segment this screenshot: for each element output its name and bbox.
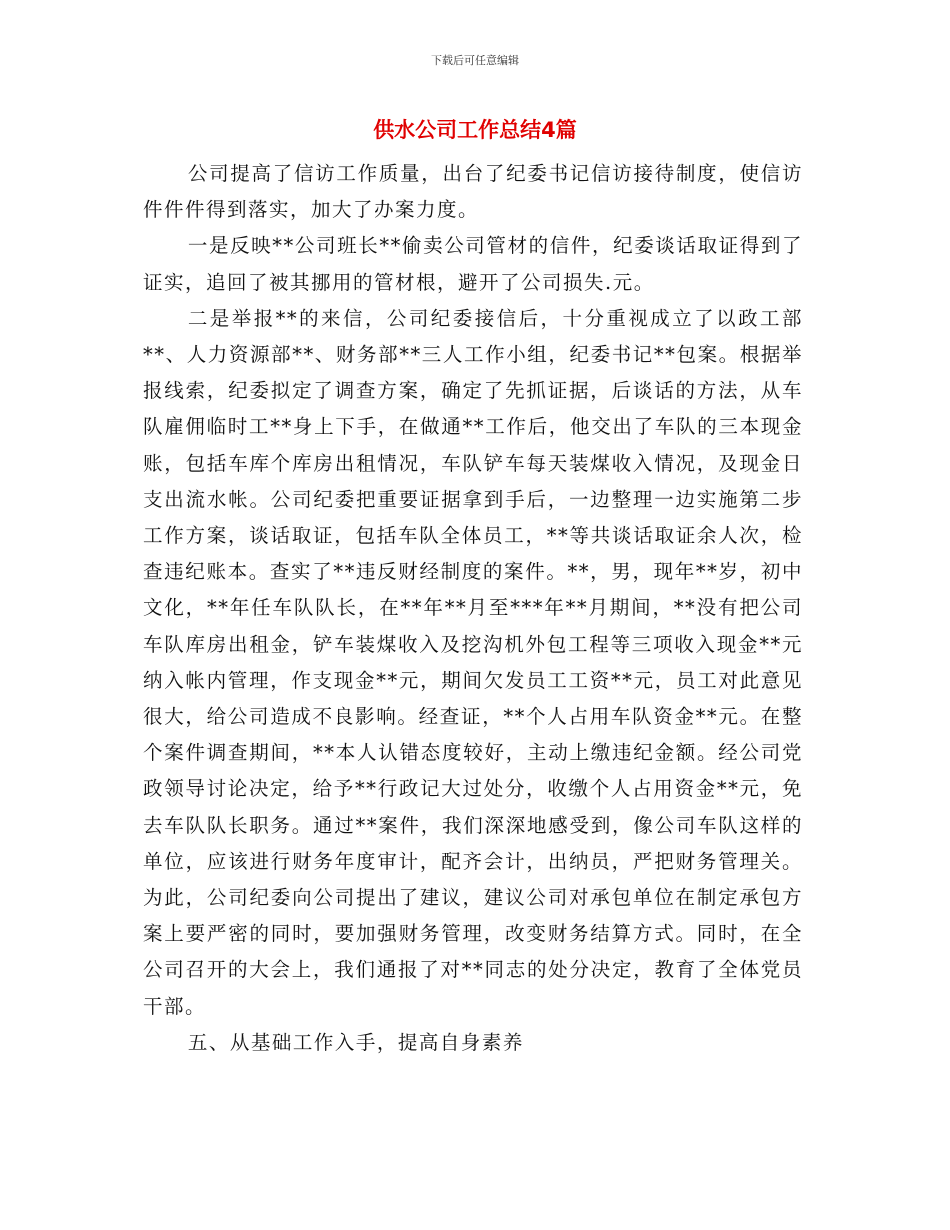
paragraph-1: 公司提高了信访工作质量，出台了纪委书记信访接待制度，使信访件件件得到落实，加大了办案力度。 <box>143 162 803 222</box>
paragraph-3: 二是举报**的来信，公司纪委接信后，十分重视成立了以政工部**、人力资源部**、财务部**三人工作小组，纪委书记**包案。根据举报线索，纪委拟定了调查方案，确定了先抓证据，后谈话的方法，从车队雇佣临时工**身上下手，在做通**工作后，他交出了车队的三本现金账，包括车库个库房出租情况，车队铲车每天装煤收入情况，及现金日支出流水帐。公司纪委把重要证据拿到手后，一边整理一边实施第二步工作方案，谈话取证，包括车队全体员工，**等共谈话取证余人次，检查违纪账本。查实了**违反财经制度的案件。**，男，现年**岁，初中文化，**年任车队队长，在**年**月至***年**月期间，**没有把公司车队库房出租金，铲车装煤收入及挖沟机外包工程等三项收入现金**元纳入帐内管理，作支现金**元，期间欠发员工工资**元，员工对此意见很大，给公司造成不良影响。经查证，**个人占用车队资金**元。在整个案件调查期间，**本人认错态度较好，主动上缴违纪金额。经公司党政领导讨论决定，给予**行政记大过处分，收缴个人占用资金**元，免去车队队长职务。通过**案件，我们深深地感受到，像公司车队这样的单位，应该进行财务年度审计，配齐会计，出纳员，严把财务管理关。为此，公司纪委向公司提出了建议，建议公司对承包单位在制定承包方案上要严密的同时，要加强财务管理，改变财务结算方式。同时，在全公司召开的大会上，我们通报了对**同志的处分决定，教育了全体党员干部。 <box>143 306 803 1018</box>
paragraph-2: 一是反映**公司班长**偷卖公司管材的信件，纪委谈话取证得到了证实，追回了被其挪用的管材根，避开了公司损失.元。 <box>143 234 803 294</box>
document-body <box>143 156 803 1061</box>
paragraph-4: 五、从基础工作入手，提高自身素养 <box>187 1030 524 1054</box>
document-title: 供水公司工作总结4篇 <box>373 118 577 142</box>
page-header-note: 下载后可任意编辑 <box>431 54 519 67</box>
